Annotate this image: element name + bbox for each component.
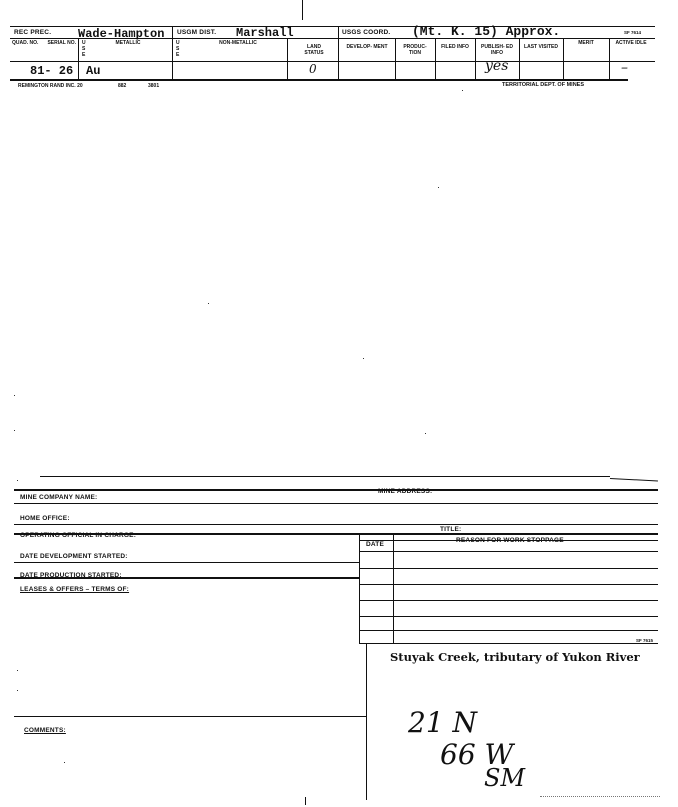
title-label: TITLE: xyxy=(440,526,462,533)
active-idle-value: – xyxy=(621,60,628,76)
printer-code-2: 3801 xyxy=(148,83,160,89)
location-note: Stuyak Creek, tributary of Yukon River xyxy=(390,650,640,664)
bottom-form-number: SF 7615 xyxy=(636,638,654,643)
usgm-dist-value: Marshall xyxy=(236,26,294,40)
handwritten-meridian: SM xyxy=(484,764,526,792)
date-label: DATE xyxy=(366,541,385,548)
filed-info-label: FILED INFO xyxy=(441,44,469,50)
land-status-value: 0 xyxy=(309,62,317,76)
scan-speck xyxy=(14,430,15,431)
punch-mark-bottom xyxy=(305,797,306,805)
reason-label: REASON FOR WORK STOPPAGE xyxy=(456,537,564,544)
comments-label: COMMENTS: xyxy=(24,727,66,734)
metallic-value: Au xyxy=(86,64,101,78)
published-info-value: yes xyxy=(485,58,509,74)
nonmetallic-label: NON-METALLIC xyxy=(219,40,257,46)
scan-speck xyxy=(64,762,65,763)
scan-speck xyxy=(208,303,209,304)
dev-started-label: DATE DEVELOPMENT STARTED: xyxy=(20,553,128,560)
metallic-label: METALLIC xyxy=(115,40,141,46)
development-label: DEVELOP- MENT xyxy=(346,44,388,50)
quad-serial-value: 81- 26 xyxy=(30,64,74,78)
mine-company-label: MINE COMPANY NAME: xyxy=(20,494,98,501)
printer-code-1: 882 xyxy=(118,83,127,89)
scan-speck xyxy=(14,395,15,396)
rec-prec-value: Wade-Hampton xyxy=(78,27,165,41)
operating-official-label: OPERATING OFFICIAL IN CHARGE: xyxy=(20,532,137,539)
nonmetallic-use-label: U S E xyxy=(176,40,180,58)
production-label: PRODUC- TION xyxy=(403,44,427,56)
active-idle-label: ACTIVE IDLE xyxy=(615,40,647,46)
handwritten-township: 21 N xyxy=(408,706,478,739)
leases-label: LEASES & OFFERS – TERMS OF: xyxy=(20,586,130,593)
scan-speck xyxy=(438,187,439,188)
serial-label: SERIAL NO. xyxy=(47,40,76,46)
merit-label: MERIT xyxy=(578,40,594,46)
prod-started-label: DATE PRODUCTION STARTED: xyxy=(20,572,122,579)
usgs-coord-value: (Mt. K. 15) Approx. xyxy=(412,24,561,39)
last-visited-label: LAST VISITED xyxy=(524,44,558,50)
land-status-label: LAND STATUS xyxy=(304,44,324,56)
mine-address-label: MINE ADDRESS: xyxy=(378,488,433,495)
printer-line: REMINGTON RAND INC. 20 xyxy=(18,83,83,89)
territorial-label: TERRITORIAL DEPT. OF MINES xyxy=(502,82,584,88)
home-office-label: HOME OFFICE: xyxy=(20,515,70,522)
handwritten-range: 66 W xyxy=(440,738,514,771)
scan-speck xyxy=(363,358,364,359)
metallic-use-label: U S E xyxy=(82,40,86,58)
usgs-coord-label: USGS COORD. xyxy=(342,29,391,36)
rec-prec-label: REC PREC. xyxy=(14,29,52,36)
scan-speck xyxy=(425,433,426,434)
quad-label: QUAD. NO. xyxy=(12,40,39,46)
scan-speck xyxy=(17,670,18,671)
usgm-dist-label: USGM DIST. xyxy=(177,29,217,36)
scan-speck xyxy=(17,690,18,691)
form-number: SF 7614 xyxy=(624,30,642,35)
scan-speck xyxy=(17,480,18,481)
published-info-label: PUBLISH- ED INFO xyxy=(481,44,513,56)
scan-speck xyxy=(462,90,463,91)
punch-mark xyxy=(302,0,303,20)
faint-print-line xyxy=(540,796,660,797)
